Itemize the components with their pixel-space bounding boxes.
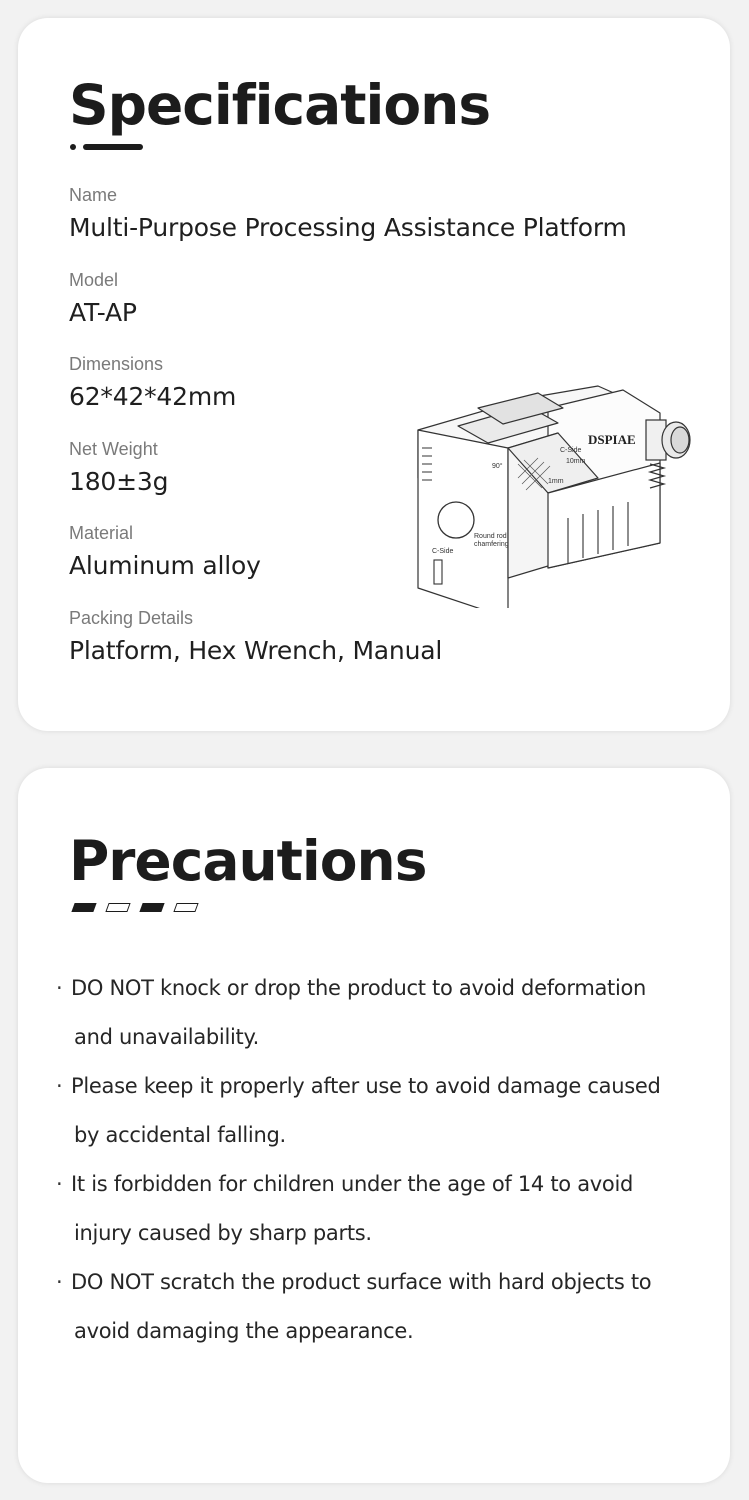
precaution-text: It is forbidden for children under the age of 14 to avoid bbox=[71, 1172, 634, 1196]
precaution-text-continued: injury caused by sharp parts. bbox=[74, 1221, 372, 1245]
specifications-title: Specifications bbox=[69, 73, 491, 137]
spec-item-name bbox=[69, 183, 709, 268]
mark-1mm-label: 1mm bbox=[548, 478, 564, 485]
spec-label: Name bbox=[69, 185, 118, 205]
spec-item-model bbox=[69, 268, 709, 353]
spec-label: Dimensions bbox=[69, 354, 164, 374]
list-item bbox=[56, 1258, 696, 1356]
list-item bbox=[56, 964, 696, 1062]
spec-value: 62*42*42mm bbox=[69, 382, 237, 411]
decor-mark bbox=[139, 903, 164, 912]
spec-label: Material bbox=[69, 523, 134, 543]
decor-mark bbox=[105, 903, 130, 912]
decor-mark bbox=[71, 903, 96, 912]
list-item bbox=[56, 1062, 696, 1160]
spec-value: Multi-Purpose Processing Assistance Platform bbox=[69, 213, 627, 242]
title-underline-decoration bbox=[71, 903, 211, 915]
product-illustration bbox=[398, 368, 698, 608]
underline-bar bbox=[83, 144, 143, 150]
spec-value: Aluminum alloy bbox=[69, 551, 261, 580]
title-underline-decoration bbox=[70, 143, 150, 151]
spec-value: AT-AP bbox=[69, 297, 137, 327]
bullet: · bbox=[56, 1270, 63, 1294]
precaution-text: Please keep it properly after use to avoid damage caused bbox=[71, 1074, 661, 1098]
spec-label: Packing Details bbox=[69, 607, 194, 628]
spec-label: Model bbox=[69, 269, 119, 290]
precaution-text-continued: by accidental falling. bbox=[74, 1123, 286, 1147]
precautions-title: Precautions bbox=[69, 829, 427, 893]
spec-label: Net Weight bbox=[69, 438, 158, 459]
precautions-list bbox=[56, 964, 696, 1356]
specifications-card bbox=[18, 18, 730, 731]
spec-value: 180±3g bbox=[69, 466, 169, 496]
list-item bbox=[56, 1160, 696, 1258]
mark-10mm-label: 10mm bbox=[566, 458, 586, 465]
precaution-text-continued: avoid damaging the appearance. bbox=[74, 1319, 414, 1343]
decor-mark bbox=[173, 903, 198, 912]
spec-value: Platform, Hex Wrench, Manual bbox=[69, 635, 443, 665]
round-rod-label-line2: chamfering bbox=[474, 541, 509, 548]
underline-dot bbox=[70, 144, 76, 150]
c-side-top-label: C-Side bbox=[560, 447, 582, 454]
precautions-card bbox=[18, 768, 730, 1483]
c-side-left-label: C-Side bbox=[432, 548, 454, 555]
spec-item-packing-details bbox=[69, 606, 709, 691]
bullet: · bbox=[56, 1172, 63, 1196]
brand-label: DSPIAE bbox=[588, 432, 636, 447]
bullet: · bbox=[56, 1074, 63, 1098]
precaution-text: DO NOT scratch the product surface with hard objects to bbox=[71, 1270, 652, 1294]
bullet: · bbox=[56, 976, 63, 1000]
round-rod-label-line1: Round rod bbox=[474, 533, 507, 540]
angle-label: 90° bbox=[492, 463, 503, 470]
precaution-text: DO NOT knock or drop the product to avoid deformation bbox=[71, 976, 647, 1000]
precaution-text-continued: and unavailability. bbox=[74, 1025, 259, 1049]
